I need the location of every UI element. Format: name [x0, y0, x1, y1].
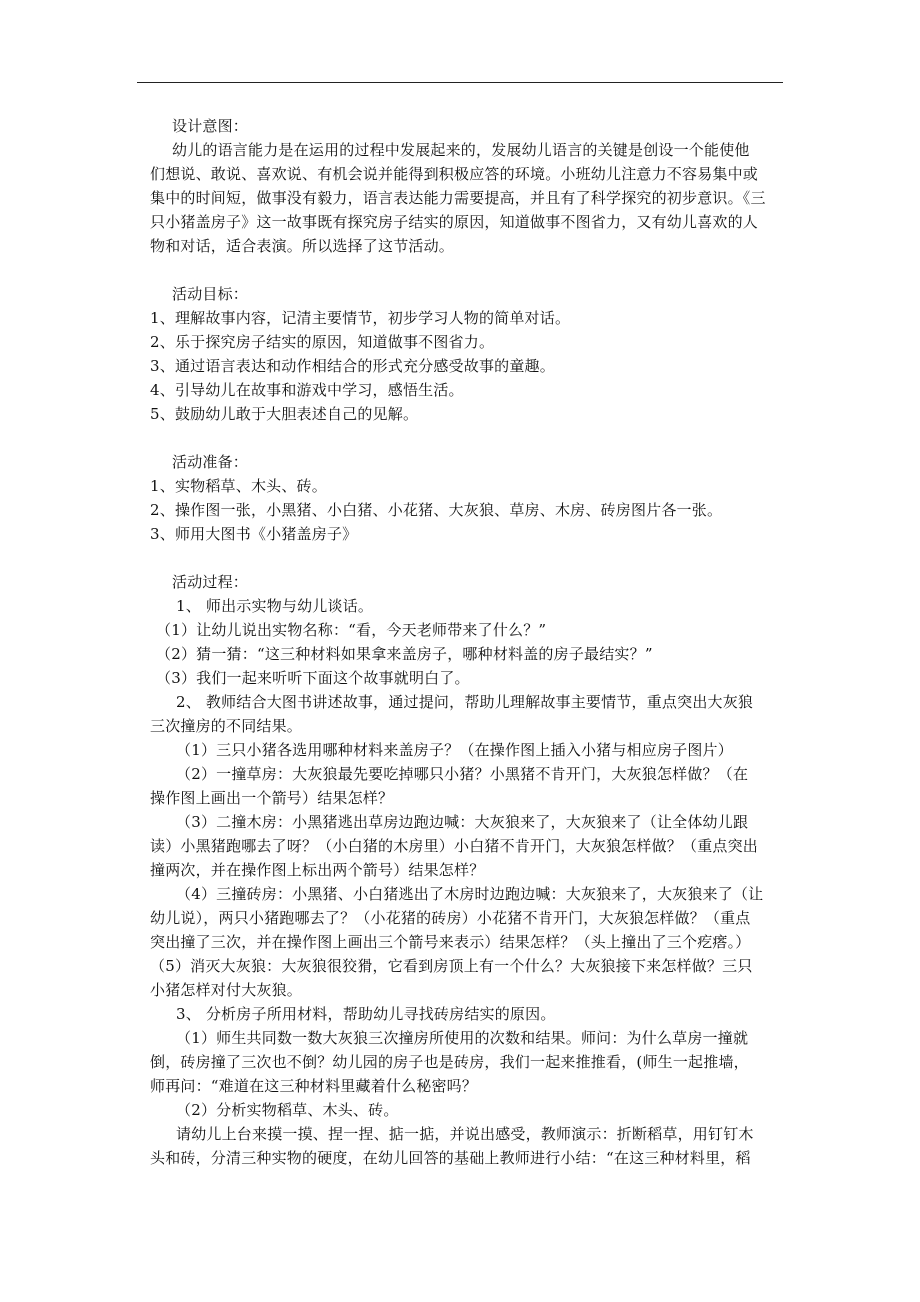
- paragraph-line: 物和对话，适合表演。所以选择了这节活动。: [150, 237, 455, 255]
- process-substep: （1）让幼儿说出实物名称：“看，今天老师带来了什么？”: [156, 621, 547, 639]
- process-substep: （3）二撞木房：小黑猪逃出草房边跑边喊：大灰狼来了，大灰狼来了（让全体幼儿跟: [176, 813, 749, 831]
- paragraph-line: 幼儿的语言能力是在运用的过程中发展起来的，发展幼儿语言的关键是创设一个能使他: [172, 141, 750, 159]
- header-rule: [137, 82, 783, 83]
- paragraph-line: 们想说、敢说、喜欢说、有机会说并能得到积极应答的环境。小班幼儿注意力不容易集中或: [150, 165, 759, 183]
- list-item: 3、师用大图书《小猪盖房子》: [150, 525, 358, 543]
- process-substep: （3）我们一起来听听下面这个故事就明白了。: [156, 669, 470, 687]
- list-item: 2、乐于探究房子结实的原因，知道做事不图省力。: [150, 333, 495, 351]
- process-substep: （2）一撞草房：大灰狼最先要吃掉哪只小猪？小黑猪不肯开门，大灰狼怎样做？（在: [176, 765, 749, 783]
- paragraph-line: 集中的时间短，做事没有毅力，语言表达能力需要提高，并且有了科学探究的初步意识。《三: [150, 189, 766, 207]
- paragraph-line: 只小猪盖房子》这一故事既有探究房子结实的原因，知道做事不图省力，又有幼儿喜欢的人: [150, 213, 759, 231]
- process-substep: （4）三撞砖房：小黑猪、小白猪逃出了木房时边跑边喊：大灰狼来了，大灰狼来了（让: [176, 885, 764, 903]
- paragraph-line: 倒，砖房撞了三次也不倒？幼儿园的房子也是砖房，我们一起来推推看，(师生一起推墙，: [150, 1053, 749, 1071]
- list-item: 5、鼓励幼儿敢于大胆表述自己的见解。: [150, 405, 419, 423]
- list-item: 1、实物稻草、木头、砖。: [150, 477, 327, 495]
- process-step: 1、 师出示实物与幼儿谈话。: [176, 597, 374, 615]
- process-substep: （5）消灭大灰狼：大灰狼很狡猾，它看到房顶上有一个什么？大灰狼接下来怎样做？三只: [150, 957, 753, 975]
- heading-process: 活动过程：: [172, 573, 249, 591]
- process-substep: （1）三只小猪各选用哪种材料来盖房子？（在操作图上插入小猪与相应房子图片）: [176, 741, 733, 759]
- paragraph-line: 撞两次，并在操作图上标出两个箭号）结果怎样？: [150, 861, 485, 879]
- paragraph-line: 读）小黑猪跑哪去了呀？（小白猪的木房里）小白猪不肯开门，大灰狼怎样做？（重点突出: [150, 837, 759, 855]
- list-item: 4、引导幼儿在故事和游戏中学习，感悟生活。: [150, 381, 464, 399]
- process-substep: （2）分析实物稻草、木头、砖。: [176, 1101, 399, 1119]
- paragraph-line: 师再问：“难道在这三种材料里藏着什么秘密吗？: [150, 1077, 478, 1095]
- paragraph-line: 操作图上画出一个箭号）结果怎样？: [150, 789, 394, 807]
- paragraph-line: 小猪怎样对付大灰狼。: [150, 981, 303, 999]
- list-item: 3、通过语言表达和动作相结合的形式充分感受故事的童趣。: [150, 357, 555, 375]
- process-substep: （2）猜一猜：“这三种材料如果拿来盖房子，哪种材料盖的房子最结实？”: [156, 645, 653, 663]
- heading-goals: 活动目标：: [172, 285, 249, 303]
- process-substep: （1）师生共同数一数大灰狼三次撞房所使用的次数和结果。师问：为什么草房一撞就: [176, 1029, 749, 1047]
- heading-preparation: 活动准备：: [172, 453, 249, 471]
- process-step: 3、 分析房子所用材料，帮助幼儿寻找砖房结实的原因。: [176, 1005, 556, 1023]
- paragraph-line: 幼儿说），两只小猪跑哪去了？（小花猪的砖房）小花猪不肯开门，大灰狼怎样做？（重点: [150, 909, 751, 927]
- paragraph-line: 三次撞房的不同结果。: [150, 717, 303, 735]
- paragraph-line: 头和砖，分清三种实物的硬度，在幼儿回答的基础上教师进行小结：“在这三种材料里，稻: [150, 1149, 751, 1167]
- process-step: 2、 教师结合大图书讲述故事，通过提问，帮助儿理解故事主要情节，重点突出大灰狼: [176, 693, 754, 711]
- paragraph-line: 请幼儿上台来摸一摸、捏一捏、掂一掂，并说出感受，教师演示：折断稻草，用钉钉木: [176, 1125, 754, 1143]
- list-item: 1、理解故事内容，记清主要情节，初步学习人物的简单对话。: [150, 309, 571, 327]
- list-item: 2、操作图一张，小黑猪、小白猪、小花猪、大灰狼、草房、木房、砖房图片各一张。: [150, 501, 723, 519]
- paragraph-line: 突出撞了三次，并在操作图上画出三个箭号来表示）结果怎样？（头上撞出了三个疙瘩。）: [150, 933, 751, 951]
- heading-design-intent: 设计意图：: [172, 117, 249, 135]
